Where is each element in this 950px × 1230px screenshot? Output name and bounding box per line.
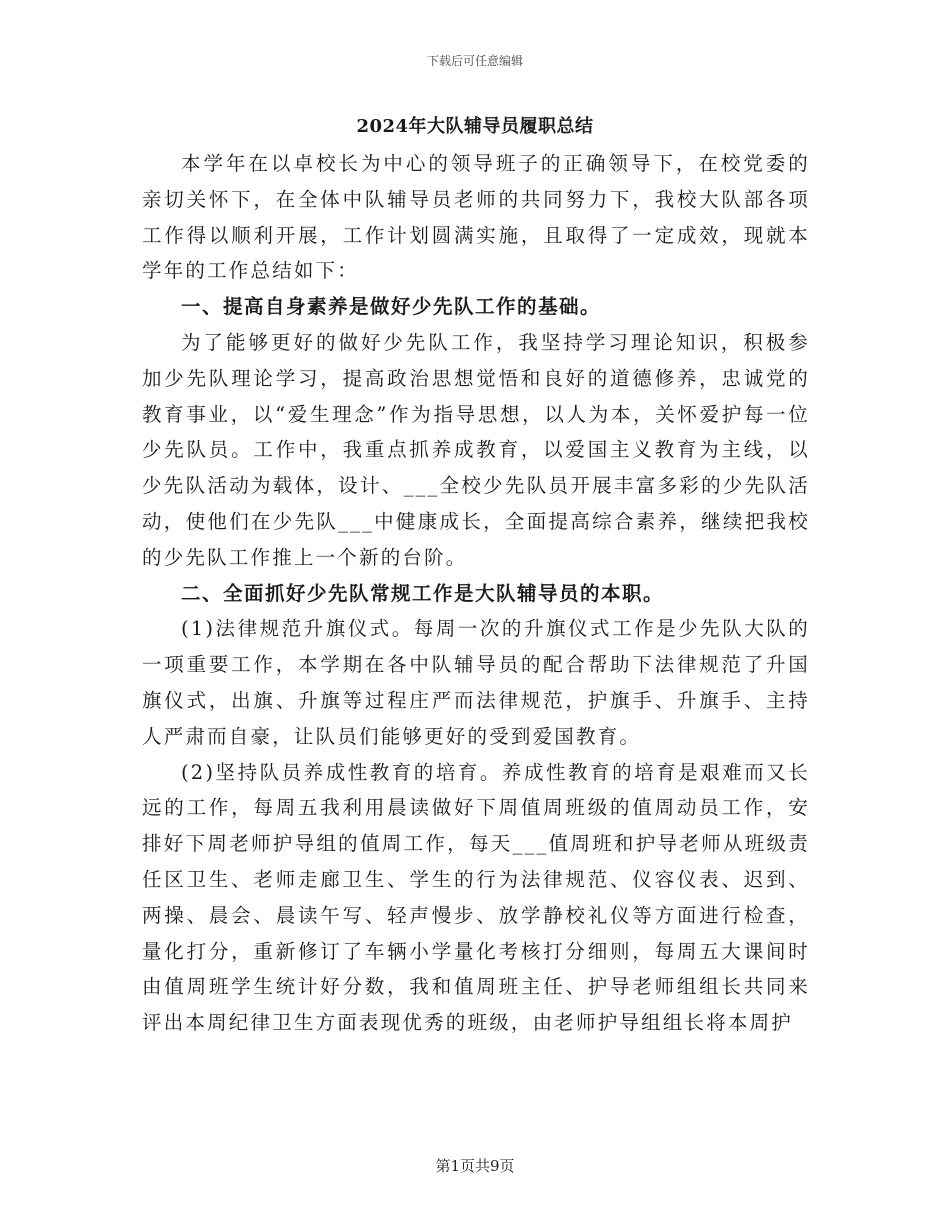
section-heading-2: 二、全面抓好少先队常规工作是大队辅导员的本职。 xyxy=(181,581,665,605)
header-note: 下载后可任意编辑 xyxy=(426,54,523,68)
section-2-item-2-paragraph: (2)坚持队员养成性教育的培育。养成性教育的培育是艰难而又长远的工作，每周五我利用晨读做好下周值周班级的值周动员工作，安排好下周老师护导组的值周工作，每天___值周班和护导老师从班级责任区卫生、老师走廊卫生、学生的行为法律规范、仪容仪表、迟到、两操、晨会、晨读午写、轻声慢步、放学静校礼仪等方面进行检查，量化打分，重新修订了车辆小学量化考核打分细则，每周五大课间时由值周班学生统计好分数，我和值周班主任、护导老师组组长共同来评出本周纪律卫生方面表现优秀的班级，由老师护导组组长将本周护 xyxy=(142,760,810,1035)
intro-paragraph: 本学年在以卓校长为中心的领导班子的正确领导下，在校党委的亲切关怀下，在全体中队辅导员老师的共同努力下，我校大队部各项工作得以顺利开展，工作计划圆满实施，且取得了一定成效，现就本学年的工作总结如下： xyxy=(142,152,810,283)
page-number-footer: 第1页共9页 xyxy=(435,1157,515,1175)
section-1-paragraph: 为了能够更好的做好少先队工作，我坚持学习理论知识，积极参加少先队理论学习，提高政治思想觉悟和良好的道德修养，忠诚党的教育事业，以“爱生理念”作为指导思想，以人为本，关怀爱护每一位少先队员。工作中，我重点抓养成教育，以爱国主义教育为主线，以少先队活动为载体，设计、___全校少先队员开展丰富多彩的少先队活动，使他们在少先队___中健康成长，全面提高综合素养，继续把我校的少先队工作推上一个新的台阶。 xyxy=(142,330,810,569)
section-heading-1: 一、提高自身素养是做好少先队工作的基础。 xyxy=(181,295,602,319)
document-body xyxy=(142,146,810,1041)
section-2-item-1-paragraph: (1)法律规范升旗仪式。每周一次的升旗仪式工作是少先队大队的一项重要工作，本学期在各中队辅导员的配合帮助下法律规范了升国旗仪式，出旗、升旗等过程庄严而法律规范，护旗手、升旗手、主持人严肃而自豪，让队员们能够更好的受到爱国教育。 xyxy=(142,617,810,748)
document-title: 2024年大队辅导员履职总结 xyxy=(356,116,594,137)
